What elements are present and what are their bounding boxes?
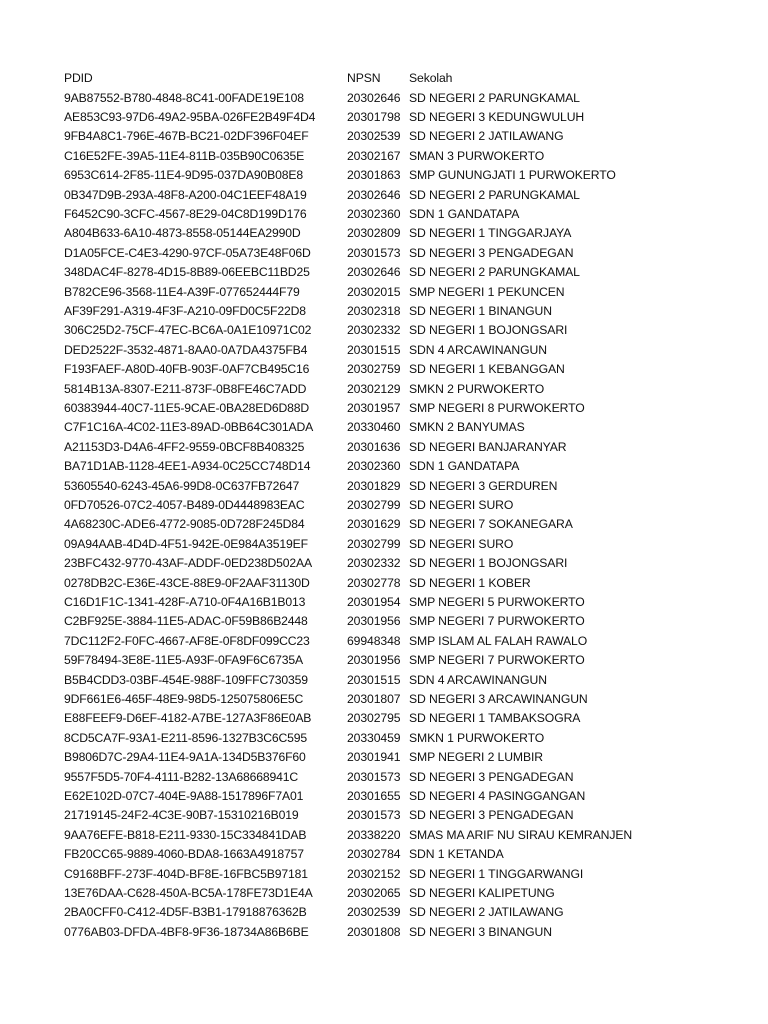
cell-pdid: C9168BFF-273F-404D-BF8E-16FBC5B97181: [64, 866, 308, 881]
cell-pdid: 23BFC432-9770-43AF-ADDF-0ED238D502AA: [64, 556, 312, 571]
cell-sekolah: SD NEGERI 2 JATILAWANG: [409, 129, 564, 144]
cell-npsn: 20302646: [347, 90, 401, 105]
cell-sekolah: SD NEGERI 1 TINGGARJAYA: [409, 226, 572, 241]
cell-pdid: 09A94AAB-4D4D-4F51-942E-0E984A3519EF: [64, 536, 308, 551]
cell-pdid: B5B4CDD3-03BF-454E-988F-109FFC730359: [64, 672, 308, 687]
cell-pdid: AE853C93-97D6-49A2-95BA-026FE2B49F4D4: [64, 110, 316, 124]
cell-sekolah: SMP GUNUNGJATI 1 PURWOKERTO: [409, 168, 616, 183]
cell-npsn: 20338220: [347, 827, 401, 842]
cell-npsn: 20302065: [347, 886, 401, 900]
cell-pdid: E88FEEF9-D6EF-4182-A7BE-127A3F86E0AB: [64, 711, 312, 726]
table-row: [0, 515, 768, 534]
column-header-npsn: NPSN: [347, 71, 381, 85]
cell-npsn: 20301655: [347, 789, 401, 803]
table-row: [0, 845, 768, 864]
table-row: [0, 341, 768, 360]
cell-npsn: 20301636: [347, 439, 401, 454]
table-row: [0, 399, 768, 418]
table-row: [0, 593, 768, 612]
table-row: [0, 574, 768, 593]
table-row: [0, 263, 768, 282]
table-row: [0, 826, 768, 845]
cell-sekolah: SDN 1 KETANDA: [409, 847, 504, 862]
cell-sekolah: SD NEGERI SURO: [409, 536, 514, 551]
cell-sekolah: SMP NEGERI 7 PURWOKERTO: [409, 614, 585, 629]
cell-sekolah: SMP NEGERI 1 PEKUNCEN: [409, 284, 565, 299]
table-row: [0, 496, 768, 515]
table-row: [0, 283, 768, 302]
cell-pdid: 9DF661E6-465F-48E9-98D5-125075806E5C: [64, 692, 304, 706]
cell-sekolah: SMAN 3 PURWOKERTO: [409, 148, 545, 163]
table-row: [0, 612, 768, 631]
table-row: [0, 671, 768, 690]
table-row: [0, 729, 768, 748]
cell-pdid: C7F1C16A-4C02-11E3-89AD-0BB64C301ADA: [64, 420, 314, 435]
cell-pdid: 5814B13A-8307-E211-873F-0B8FE46C7ADD: [64, 381, 307, 396]
table-row: [0, 438, 768, 457]
cell-sekolah: SMP NEGERI 5 PURWOKERTO: [409, 595, 585, 609]
cell-pdid: E62E102D-07C7-404E-9A88-1517896F7A01: [64, 789, 304, 803]
cell-pdid: 8CD5CA7F-93A1-E211-8596-1327B3C6C595: [64, 730, 308, 745]
cell-pdid: FB20CC65-9889-4060-BDA8-1663A4918757: [64, 847, 304, 862]
cell-sekolah: SD NEGERI 7 SOKANEGARA: [409, 517, 573, 532]
table-row: [0, 127, 768, 146]
table-row: [0, 768, 768, 787]
cell-npsn: 20302167: [347, 148, 401, 163]
table-row: [0, 418, 768, 437]
cell-sekolah: SD NEGERI 1 KEBANGGAN: [409, 362, 565, 377]
cell-pdid: F193FAEF-A80D-40FB-903F-0AF7CB495C16: [64, 362, 310, 377]
cell-npsn: 20301573: [347, 769, 401, 784]
cell-npsn: 20302332: [347, 323, 401, 338]
cell-pdid: 13E76DAA-C628-450A-BC5A-178FE73D1E4A: [64, 886, 313, 900]
cell-sekolah: SD NEGERI 3 ARCAWINANGUN: [409, 692, 588, 706]
cell-sekolah: SD NEGERI 3 KEDUNGWULUH: [409, 110, 585, 124]
cell-npsn: 20301629: [347, 517, 401, 532]
table-row: [0, 166, 768, 185]
table-row: [0, 477, 768, 496]
cell-npsn: 20301941: [347, 750, 401, 765]
cell-pdid: 0B347D9B-293A-48F8-A200-04C1EEF48A19: [64, 187, 307, 202]
table-row: [0, 205, 768, 224]
table-row: [0, 923, 768, 942]
cell-npsn: 20301829: [347, 478, 401, 493]
cell-npsn: 20301515: [347, 672, 401, 687]
cell-sekolah: SD NEGERI SURO: [409, 498, 514, 512]
cell-pdid: 0FD70526-07C2-4057-B489-0D4448983EAC: [64, 498, 305, 512]
cell-pdid: 21719145-24F2-4C3E-90B7-15310216B019: [64, 808, 299, 823]
cell-pdid: 348DAC4F-8278-4D15-8B89-06EEBC11BD25: [64, 265, 310, 280]
cell-npsn: 20301798: [347, 110, 401, 124]
cell-npsn: 20330459: [347, 730, 401, 745]
cell-npsn: 20302778: [347, 575, 401, 590]
cell-sekolah: SD NEGERI 1 BINANGUN: [409, 304, 552, 318]
table-row: [0, 865, 768, 884]
cell-pdid: 7DC112F2-F0FC-4667-AF8E-0F8DF099CC23: [64, 633, 310, 648]
column-header-sekolah: Sekolah: [409, 71, 453, 85]
cell-npsn: 20302539: [347, 905, 401, 920]
cell-npsn: 20302152: [347, 866, 401, 881]
cell-sekolah: SD NEGERI 1 KOBER: [409, 575, 531, 590]
cell-sekolah: SD NEGERI BANJARANYAR: [409, 439, 567, 454]
cell-npsn: 20302784: [347, 847, 401, 862]
table-row: [0, 302, 768, 321]
cell-pdid: 53605540-6243-45A6-99D8-0C637FB72647: [64, 478, 300, 493]
cell-npsn: 20302360: [347, 459, 401, 474]
cell-npsn: 20301515: [347, 342, 401, 357]
cell-sekolah: SD NEGERI 1 BOJONGSARI: [409, 556, 568, 571]
table-row: [0, 380, 768, 399]
cell-npsn: 20302129: [347, 381, 401, 396]
cell-sekolah: SD NEGERI 3 PENGADEGAN: [409, 245, 574, 260]
table-row: [0, 224, 768, 243]
cell-pdid: D1A05FCE-C4E3-4290-97CF-05A73E48F06D: [64, 245, 311, 260]
table-row: [0, 186, 768, 205]
table-row: [0, 147, 768, 166]
cell-pdid: B9806D7C-29A4-11E4-9A1A-134D5B376F60: [64, 750, 306, 765]
cell-pdid: 306C25D2-75CF-47EC-BC6A-0A1E10971C02: [64, 323, 312, 338]
cell-pdid: 9557F5D5-70F4-4111-B282-13A68668941C: [64, 769, 299, 784]
cell-npsn: 20301573: [347, 245, 401, 260]
cell-npsn: 20301807: [347, 692, 401, 706]
table-row: [0, 535, 768, 554]
cell-pdid: C2BF925E-3884-11E5-ADAC-0F59B86B2448: [64, 614, 308, 629]
table-row: [0, 748, 768, 767]
cell-npsn: 20302646: [347, 265, 401, 280]
cell-npsn: 20301956: [347, 614, 401, 629]
table-row: [0, 321, 768, 340]
cell-sekolah: SD NEGERI 4 PASINGGANGAN: [409, 789, 586, 803]
cell-sekolah: SD NEGERI 3 PENGADEGAN: [409, 769, 574, 784]
header-row: [0, 69, 768, 88]
cell-sekolah: SMAS MA ARIF NU SIRAU KEMRANJEN: [409, 827, 633, 842]
table-row: [0, 244, 768, 263]
cell-pdid: 59F78494-3E8E-11E5-A93F-0FA9F6C6735A: [64, 653, 303, 668]
cell-npsn: 20302015: [347, 284, 401, 299]
cell-npsn: 20302360: [347, 207, 401, 221]
cell-npsn: 69948348: [347, 633, 401, 648]
cell-pdid: A21153D3-D4A6-4FF2-9559-0BCF8B408325: [64, 439, 305, 454]
cell-sekolah: SD NEGERI KALIPETUNG: [409, 886, 555, 900]
cell-sekolah: SDN 4 ARCAWINANGUN: [409, 672, 547, 687]
cell-sekolah: SMP NEGERI 8 PURWOKERTO: [409, 401, 585, 415]
cell-npsn: 20302799: [347, 536, 401, 551]
cell-pdid: C16E52FE-39A5-11E4-811B-035B90C0635E: [64, 148, 305, 163]
cell-pdid: 6953C614-2F85-11E4-9D95-037DA90B08E8: [64, 168, 303, 183]
cell-npsn: 20302799: [347, 498, 401, 512]
cell-pdid: F6452C90-3CFC-4567-8E29-04C8D199D176: [64, 207, 307, 221]
cell-sekolah: SD NEGERI 2 PARUNGKAMAL: [409, 187, 580, 202]
cell-pdid: 0776AB03-DFDA-4BF8-9F36-18734A86B6BE: [64, 924, 309, 939]
table-row: [0, 89, 768, 108]
cell-sekolah: SMKN 2 PURWOKERTO: [409, 381, 545, 396]
cell-sekolah: SD NEGERI 2 JATILAWANG: [409, 905, 564, 920]
cell-pdid: 9FB4A8C1-796E-467B-BC21-02DF396F04EF: [64, 129, 309, 144]
cell-sekolah: SD NEGERI 1 TINGGARWANGI: [409, 866, 584, 881]
table-row: [0, 884, 768, 903]
cell-pdid: 2BA0CFF0-C412-4D5F-B3B1-17918876362B: [64, 905, 307, 920]
cell-npsn: 20302646: [347, 187, 401, 202]
table-row: [0, 360, 768, 379]
table-row: [0, 554, 768, 573]
cell-sekolah: SD NEGERI 2 PARUNGKAMAL: [409, 90, 580, 105]
cell-pdid: C16D1F1C-1341-428F-A710-0F4A16B1B013: [64, 595, 306, 609]
cell-npsn: 20301573: [347, 808, 401, 823]
cell-sekolah: SD NEGERI 3 PENGADEGAN: [409, 808, 574, 823]
cell-sekolah: SD NEGERI 2 PARUNGKAMAL: [409, 265, 580, 280]
cell-pdid: B782CE96-3568-11E4-A39F-077652444F79: [64, 284, 300, 299]
table-row: [0, 108, 768, 127]
cell-sekolah: SMKN 2 BANYUMAS: [409, 420, 525, 435]
cell-pdid: 0278DB2C-E36E-43CE-88E9-0F2AAF31130D: [64, 575, 310, 590]
cell-sekolah: SDN 4 ARCAWINANGUN: [409, 342, 547, 357]
table-row: [0, 709, 768, 728]
cell-sekolah: SD NEGERI 1 TAMBAKSOGRA: [409, 711, 581, 726]
cell-pdid: AF39F291-A319-4F3F-A210-09FD0C5F22D8: [64, 304, 306, 318]
cell-npsn: 20302795: [347, 711, 401, 726]
cell-pdid: 60383944-40C7-11E5-9CAE-0BA28ED6D88D: [64, 401, 310, 415]
table-row: [0, 690, 768, 709]
cell-sekolah: SMP ISLAM AL FALAH RAWALO: [409, 633, 588, 648]
cell-pdid: DED2522F-3532-4871-8AA0-0A7DA4375FB4: [64, 342, 308, 357]
table-row: [0, 457, 768, 476]
cell-pdid: A804B633-6A10-4873-8558-05144EA2990D: [64, 226, 301, 241]
table-row: [0, 787, 768, 806]
cell-sekolah: SMKN 1 PURWOKERTO: [409, 730, 545, 745]
cell-npsn: 20301957: [347, 401, 401, 415]
cell-sekolah: SMP NEGERI 2 LUMBIR: [409, 750, 544, 765]
cell-npsn: 20302759: [347, 362, 401, 377]
cell-npsn: 20302539: [347, 129, 401, 144]
table-row: [0, 903, 768, 922]
table-row: [0, 806, 768, 825]
cell-sekolah: SD NEGERI 3 BINANGUN: [409, 924, 552, 939]
table-row: [0, 651, 768, 670]
cell-npsn: 20302332: [347, 556, 401, 571]
cell-npsn: 20302809: [347, 226, 401, 241]
cell-pdid: BA71D1AB-1128-4EE1-A934-0C25CC748D14: [64, 459, 311, 474]
cell-pdid: 9AA76EFE-B818-E211-9330-15C334841DAB: [64, 827, 307, 842]
cell-npsn: 20301956: [347, 653, 401, 668]
column-header-pdid: PDID: [64, 71, 93, 85]
cell-sekolah: SDN 1 GANDATAPA: [409, 207, 520, 221]
cell-sekolah: SD NEGERI 1 BOJONGSARI: [409, 323, 568, 338]
table-row: [0, 632, 768, 651]
cell-npsn: 20301808: [347, 924, 401, 939]
cell-sekolah: SD NEGERI 3 GERDUREN: [409, 478, 558, 493]
cell-pdid: 4A68230C-ADE6-4772-9085-0D728F245D84: [64, 517, 305, 532]
cell-npsn: 20301863: [347, 168, 401, 183]
cell-sekolah: SMP NEGERI 7 PURWOKERTO: [409, 653, 585, 668]
cell-npsn: 20330460: [347, 420, 401, 435]
cell-pdid: 9AB87552-B780-4848-8C41-00FADE19E108: [64, 90, 304, 105]
cell-sekolah: SDN 1 GANDATAPA: [409, 459, 520, 474]
cell-npsn: 20301954: [347, 595, 401, 609]
cell-npsn: 20302318: [347, 304, 401, 318]
